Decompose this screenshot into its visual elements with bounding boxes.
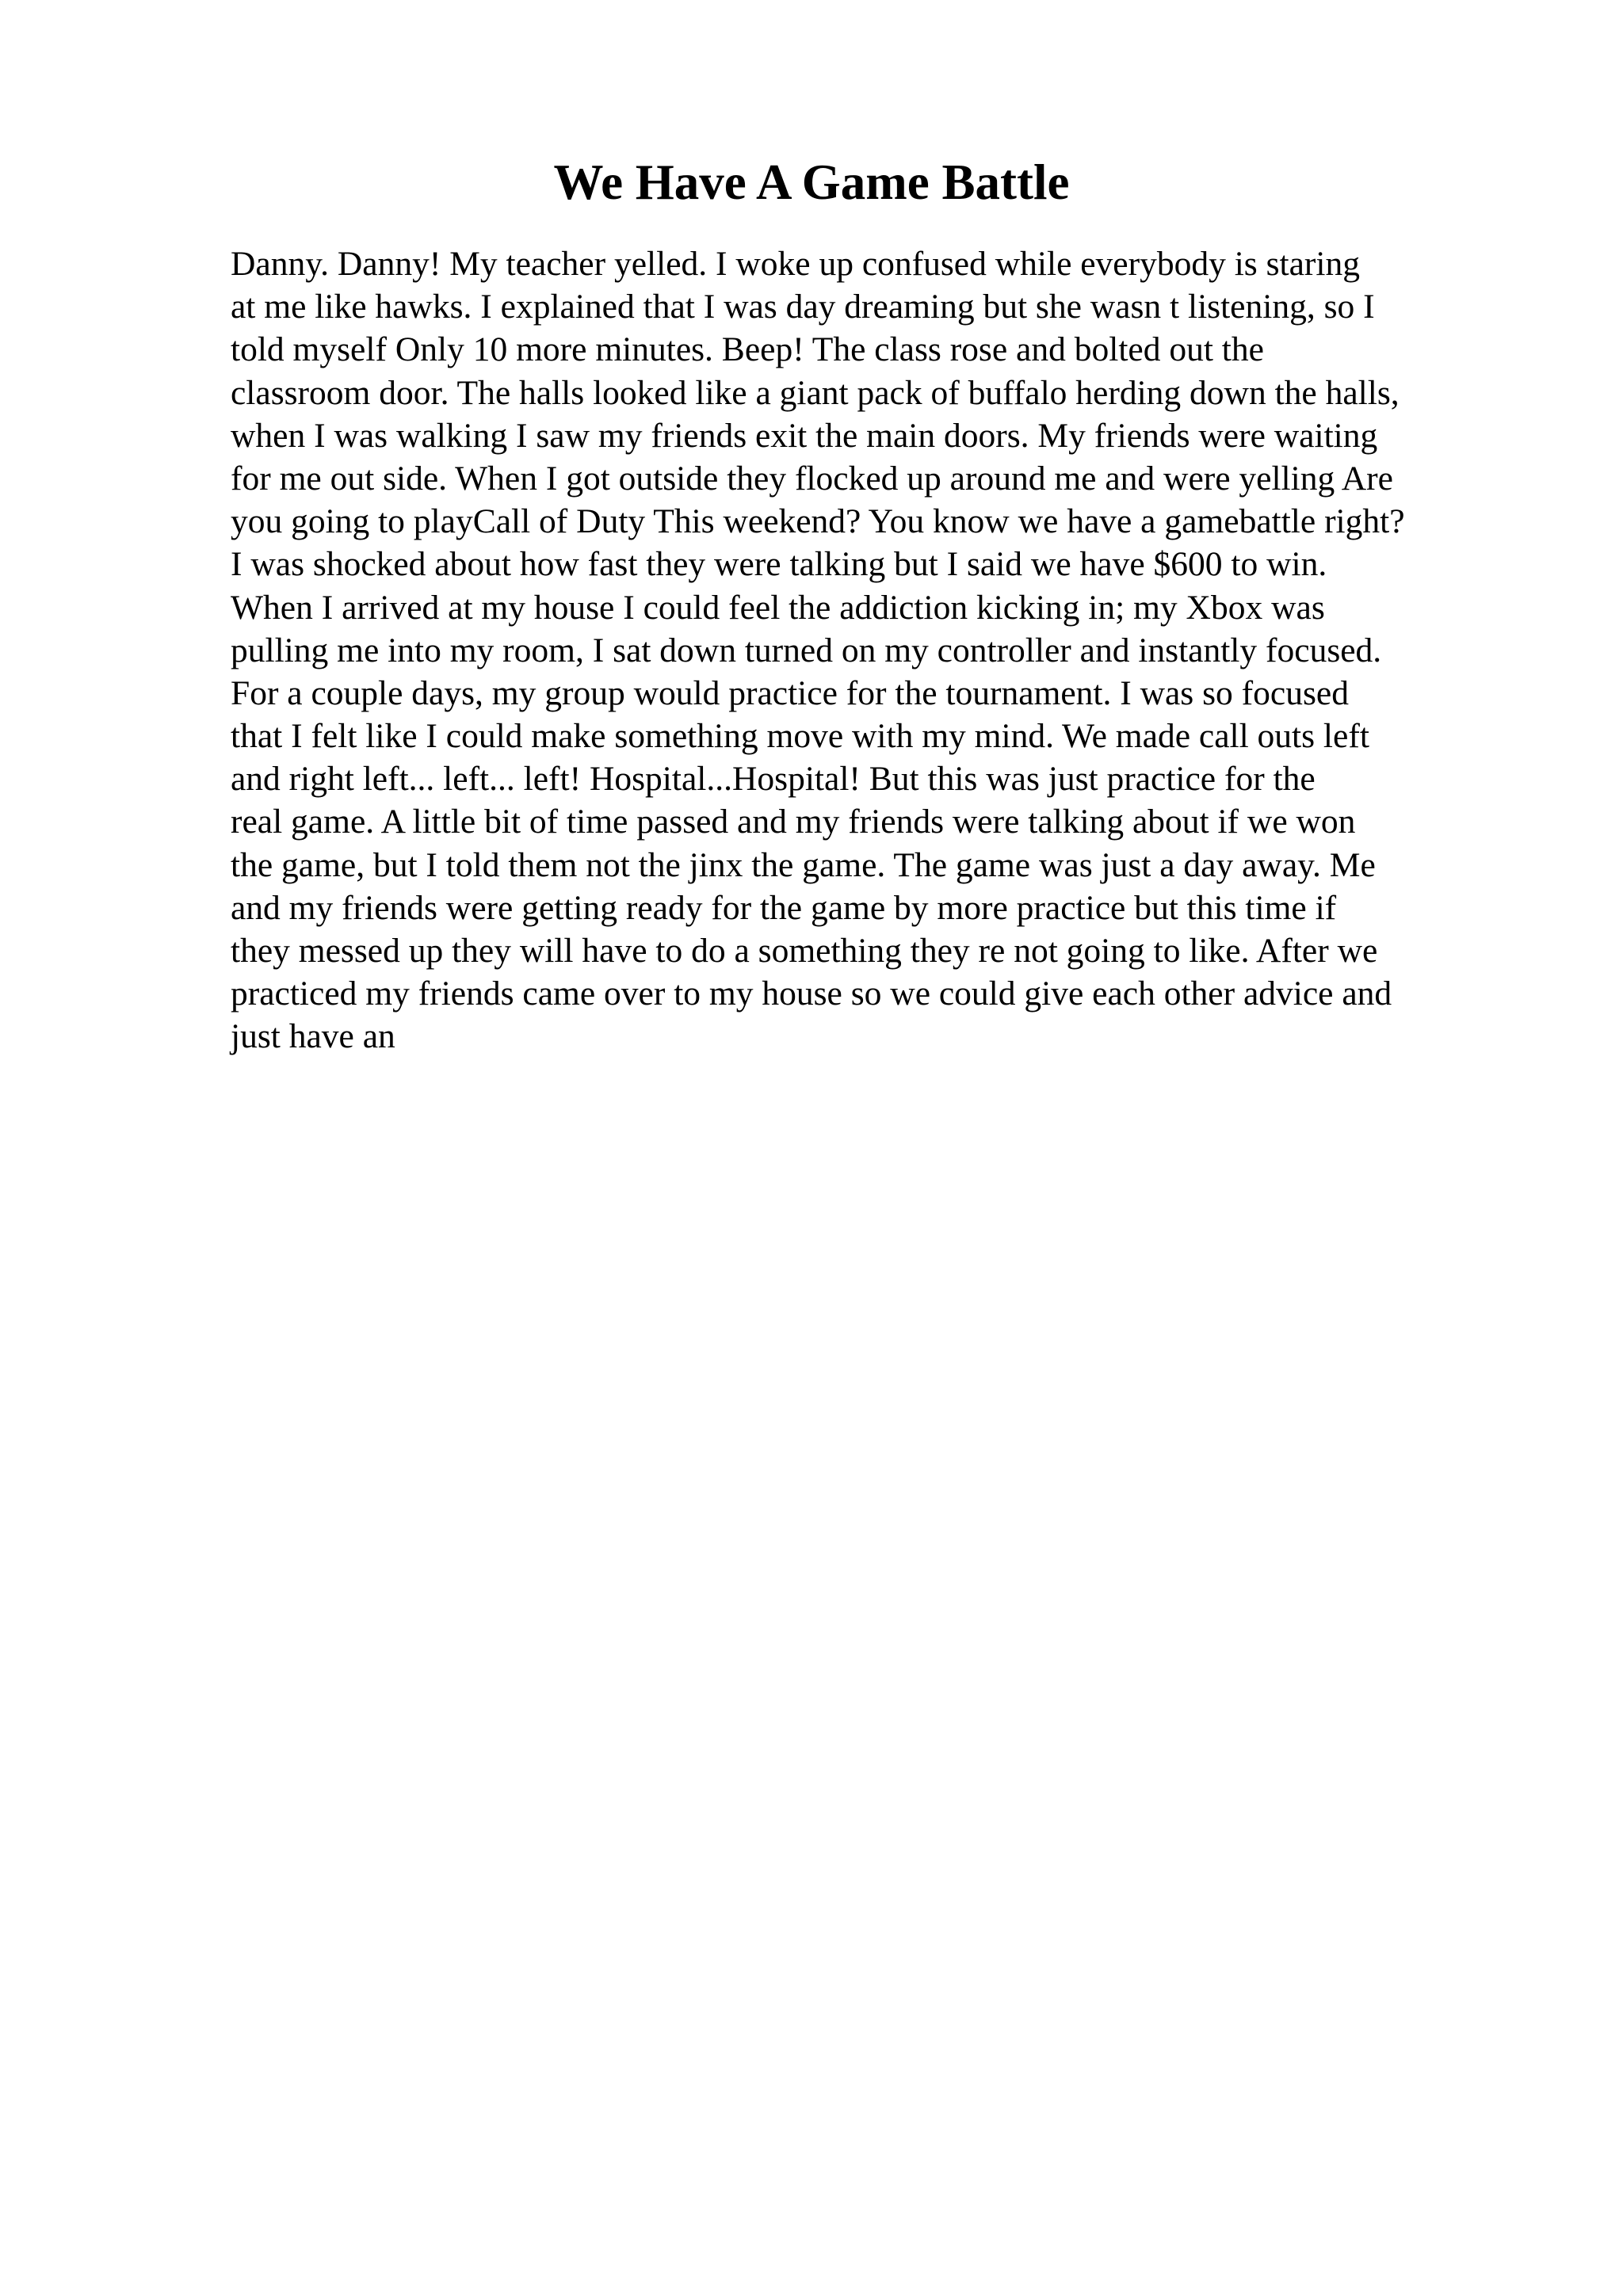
body-line: for me out side. When I got outside they flocked up around me and were yelling Are bbox=[231, 459, 1393, 498]
body-line: I was shocked about how fast they were talking but I said we have $600 to win. bbox=[231, 545, 1327, 584]
document-title: We Have A Game Battle bbox=[553, 154, 1070, 210]
body-line: just have an bbox=[231, 1017, 395, 1056]
body-line: when I was walking I saw my friends exit the main doors. My friends were waiting bbox=[231, 416, 1378, 455]
body-line: that I felt like I could make something move with my mind. We made call outs left bbox=[231, 717, 1369, 756]
body-line: you going to playCall of Duty This weekend? You know we have a gamebattle right? bbox=[231, 502, 1405, 541]
body-line: and right left... left... left! Hospital...Hospital! But this was just practice for the bbox=[231, 760, 1316, 799]
document-body bbox=[231, 242, 1562, 1058]
body-line: real game. A little bit of time passed and my friends were talking about if we won bbox=[231, 803, 1356, 841]
body-line: For a couple days, my group would practice for the tournament. I was so focused bbox=[231, 673, 1349, 712]
body-line: practiced my friends came over to my house so we could give each other advice and bbox=[231, 974, 1392, 1013]
body-line: Danny. Danny! My teacher yelled. I woke up confused while everybody is staring bbox=[231, 245, 1361, 283]
body-line: told myself Only 10 more minutes. Beep! The class rose and bolted out the bbox=[231, 330, 1264, 369]
body-line: When I arrived at my house I could feel the addiction kicking in; my Xbox was bbox=[231, 588, 1325, 627]
body-line: at me like hawks. I explained that I was day dreaming but she wasn t listening, so I bbox=[231, 288, 1375, 326]
body-line: and my friends were getting ready for the game by more practice but this time if bbox=[231, 888, 1337, 927]
body-line: classroom door. The halls looked like a giant pack of buffalo herding down the halls, bbox=[231, 373, 1400, 412]
body-line: they messed up they will have to do a something they re not going to like. After we bbox=[231, 932, 1378, 970]
body-line: the game, but I told them not the jinx the game. The game was just a day away. Me bbox=[231, 845, 1376, 884]
body-line: pulling me into my room, I sat down turned on my controller and instantly focused. bbox=[231, 631, 1382, 669]
